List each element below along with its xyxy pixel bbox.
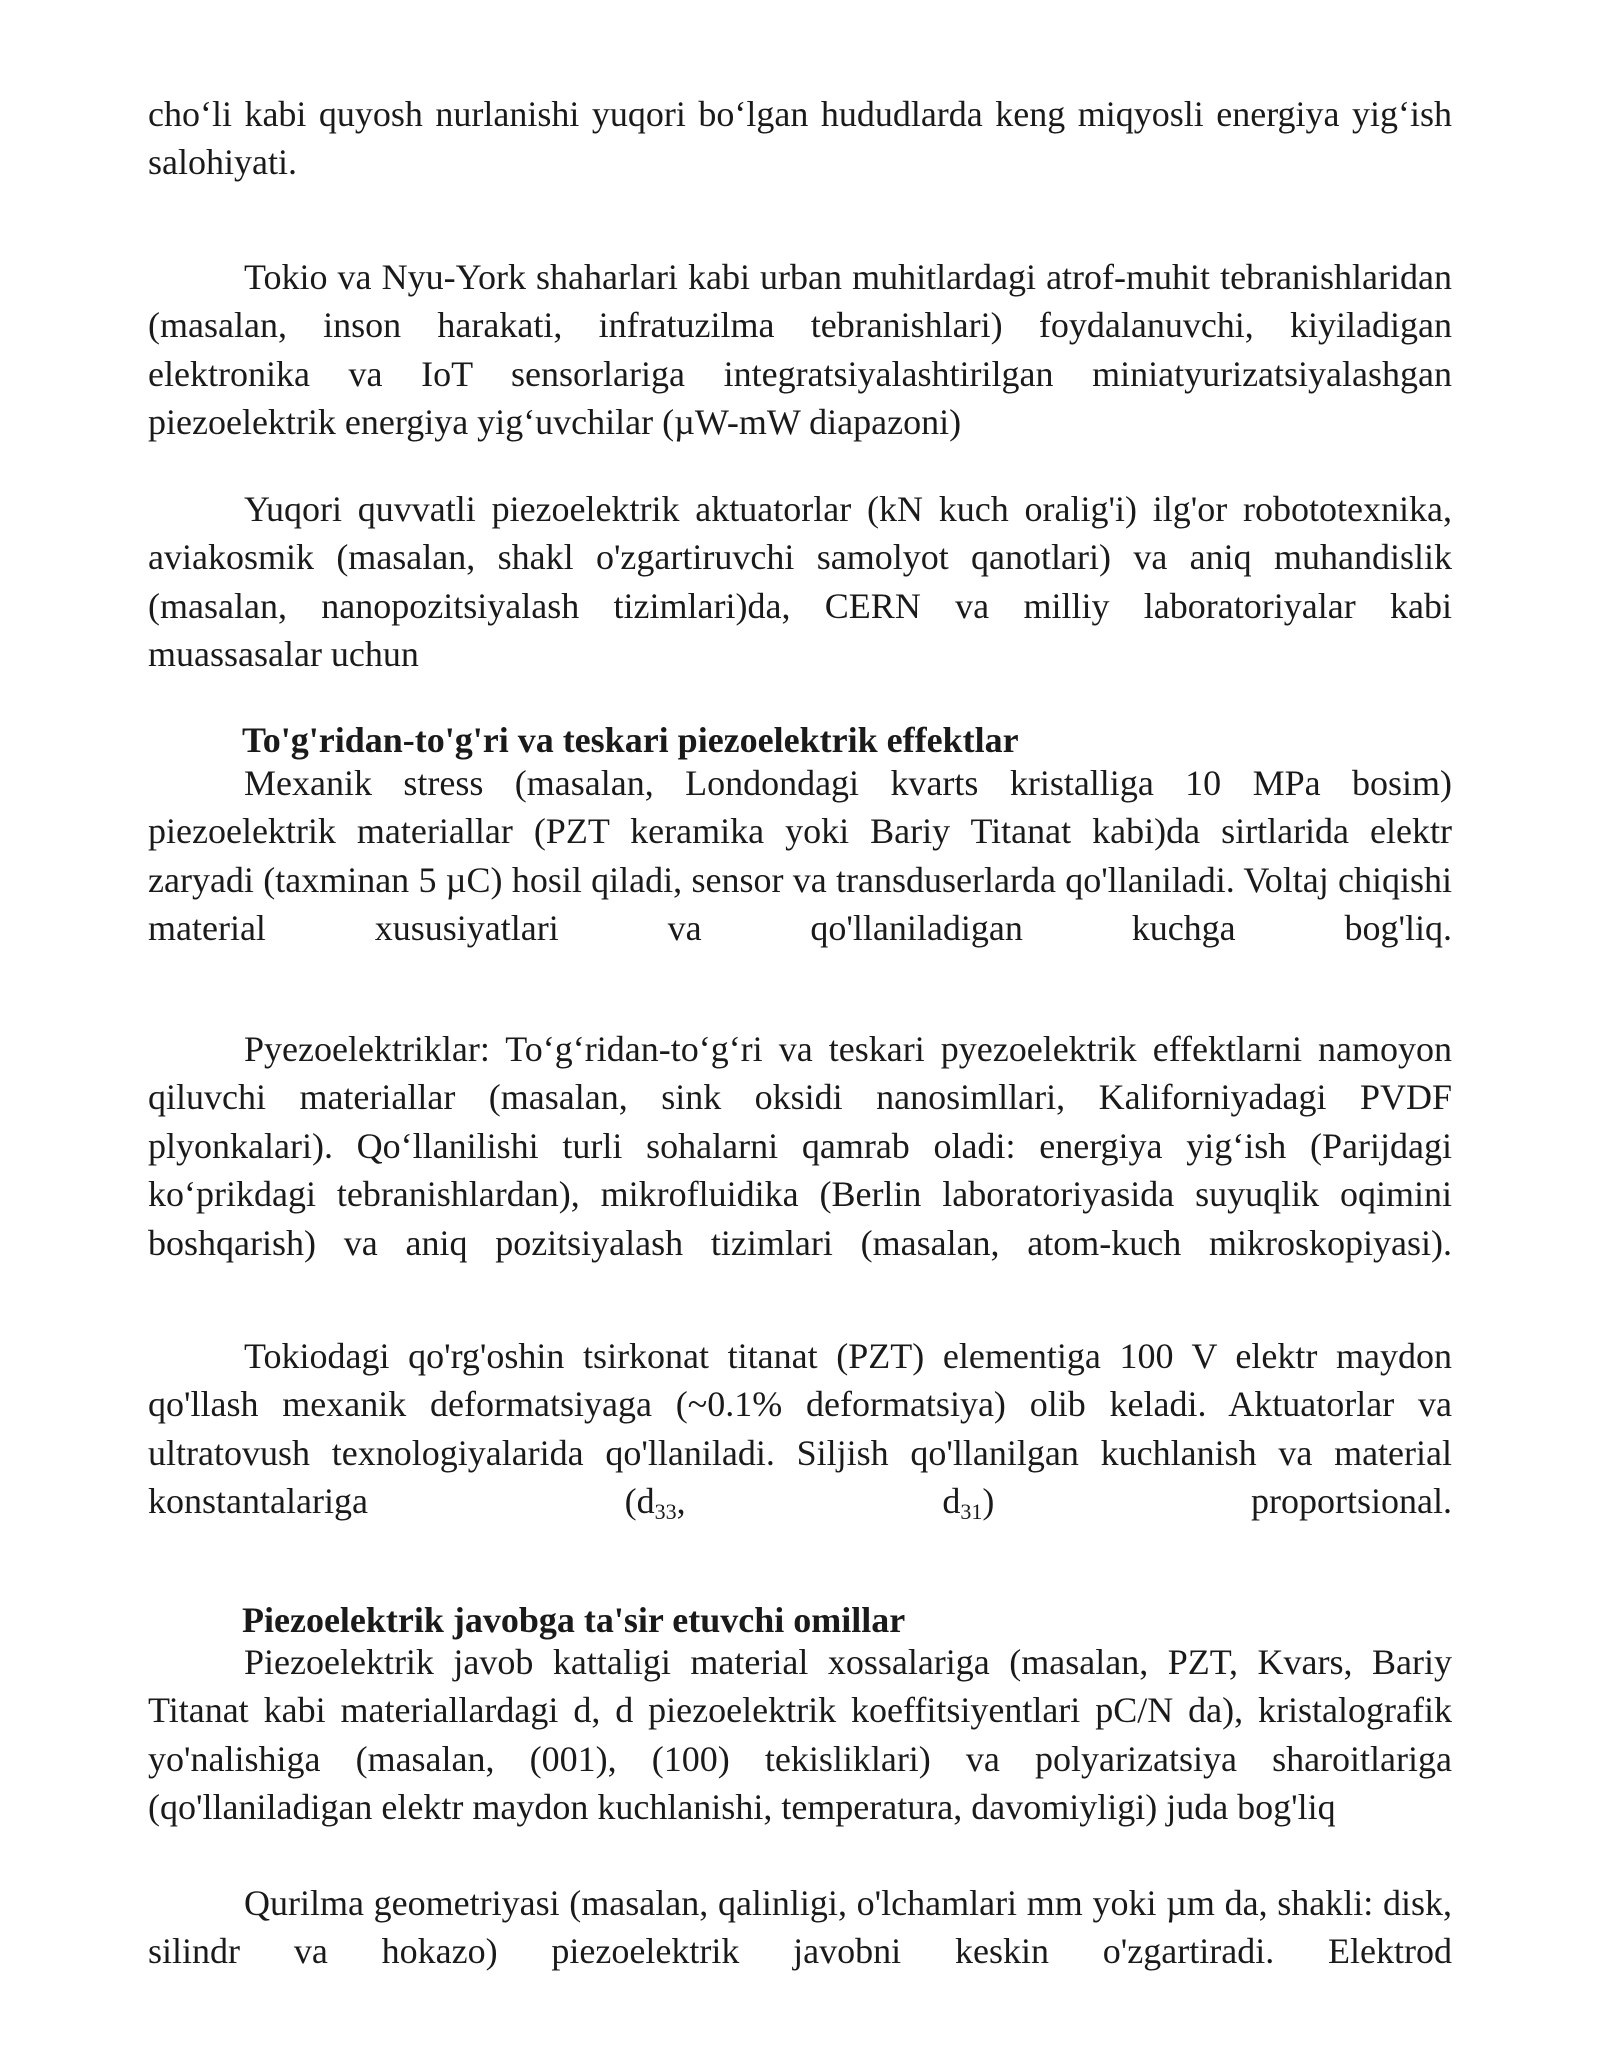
paragraph-factors: Piezoelektrik javob kattaligi material xossalariga (masalan, PZT, Kvars, Bariy Titanat kabi materiallardagi d, d piezoelektrik koeffitsiyentlari pC/N da), kristalografik yo'nalishiga (masalan, (001), (100) tekisliklari) va polyarizatsiya sharoitlariga (qo'llaniladigan elektr maydon kuchlanishi, temperatura, davomiyligi) juda bog'liq bbox=[148, 1642, 1452, 1828]
paragraph-tokio-nyu-york: Tokio va Nyu-York shaharlari kabi urban muhitlardagi atrof-muhit tebranishlaridan (masalan, inson harakati, infratuzilma tebranishlari) foydalanuvchi, kiyiladigan elektronika va IoT sensorlariga integratsiyalashtirilgan miniatyurizatsiyalashgan piezoelektrik energiya yig‘uvchilar (µW-mW diapazoni) bbox=[148, 257, 1452, 443]
paragraph-intro: cho‘li kabi quyosh nurlanishi yuqori bo‘lgan hududlarda keng miqyosli energiya yig‘ish salohiyati. bbox=[148, 94, 1452, 183]
d33-comma: , bbox=[676, 1481, 686, 1522]
d31-letter: d bbox=[942, 1481, 961, 1522]
paragraph-pzt-element bbox=[148, 1332, 1452, 1526]
heading-influencing-factors: Piezoelektrik javobga ta'sir etuvchi omillar bbox=[242, 1600, 906, 1640]
paragraph-actuators: Yuqori quvvatli piezoelektrik aktuatorlar (kN kuch oralig'i) ilg'or robototexnika, aviakosmik (masalan, shakl o'zgartiruvchi samolyot qanotlari) va aniq muhandislik (masalan, nanopozitsiyalash tizimlari)da, CERN va milliy laboratoriyalar kabi muassasalar uchun bbox=[148, 489, 1452, 675]
heading-direct-inverse-effects: To'g'ridan-to'g'ri va teskari piezoelektrik effektlar bbox=[242, 720, 1019, 760]
d31-close: ) bbox=[982, 1481, 995, 1522]
subscript-33: 33 bbox=[654, 1499, 677, 1525]
subscript-31: 31 bbox=[960, 1499, 983, 1525]
paragraph-mechanical-stress: Mexanik stress (masalan, Londondagi kvarts kristalliga 10 MPa bosim) piezoelektrik materiallar (PZT keramika yoki Bariy Titanat kabi)da sirtlarida elektr zaryadi (taxminan 5 µC) hosil qiladi, sensor va transduserlarda qo'llaniladi. Voltaj chiqishi material xususiyatlari va qo'llaniladigan kuchga bog'liq. bbox=[148, 763, 1452, 949]
pzt-tail: proportsional. bbox=[1251, 1481, 1453, 1522]
paragraph-pyezoelektriklar: Pyezoelektriklar: To‘g‘ridan-to‘g‘ri va teskari pyezoelektrik effektlarni namoyon qiluvchi materiallar (masalan, sink oksidi nanosimllari, Kaliforniyadagi PVDF plyonkalari). Qo‘llanilishi turli sohalarni qamrab oladi: energiya yig‘ish (Parijdagi ko‘prikdagi tebranishlardan), mikrofluidika (Berlin laboratoriyasida suyuqlik oqimini boshqarish) va aniq pozitsiyalash tizimlari (masalan, atom-kuch mikroskopiyasi). bbox=[148, 1029, 1452, 1263]
paragraph-geometry: Qurilma geometriyasi (masalan, qalinligi, o'lchamlari mm yoki µm da, shakli: disk, silindr va hokazo) piezoelektrik javobni keskin o'zgartiradi. Elektrod bbox=[148, 1883, 1452, 1972]
d33-open: (d bbox=[624, 1481, 655, 1522]
pzt-text: Tokiodagi qo'rg'oshin tsirkonat titanat (PZT) elementiga 100 V elektr maydon qo'llash mexanik deformatsiyaga (~0.1% deformatsiya) olib keladi. Aktuatorlar va ultratovush texnologiyalarida qo'llaniladi. Siljish qo'llanilgan kuchlanish va material konstantalariga bbox=[148, 1336, 1452, 1522]
